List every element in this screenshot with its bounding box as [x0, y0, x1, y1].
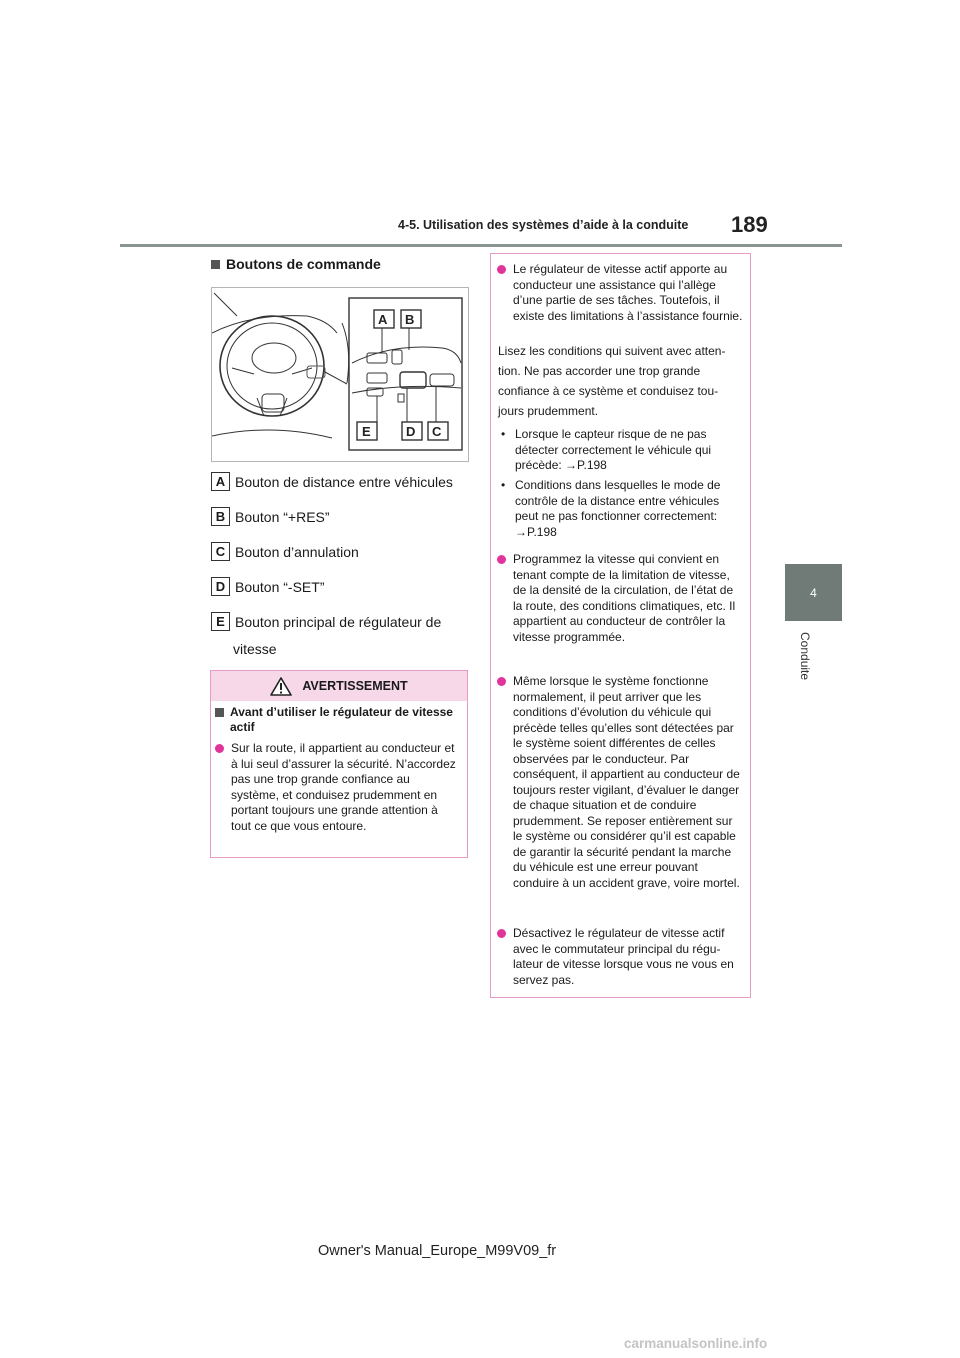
sub-bullet-icon: •: [501, 427, 506, 441]
info-paragraph-5: [497, 926, 745, 988]
info-sub-text: Lorsque le capteur risque de ne pas détecter correctement le véhicule qui précède: →P.198: [515, 427, 712, 472]
steering-wheel-drawing: [212, 288, 468, 461]
figure-label-e: E: [362, 424, 371, 439]
info-paragraph-3: [497, 552, 745, 645]
info-line: jours prudemment.: [498, 404, 599, 418]
legend-text: Bouton d’annulation: [235, 543, 359, 560]
legend-text-continued: vitesse: [233, 641, 277, 657]
legend-text: Bouton principal de régulateur de: [235, 613, 442, 630]
bullet-dot-icon: [497, 265, 506, 274]
section-title: 4-5. Utilisation des systèmes d’aide à la conduite: [398, 218, 689, 232]
figure-label-a: A: [378, 312, 388, 327]
chapter-number: 4: [810, 585, 817, 600]
sub-bullet-icon: •: [501, 478, 506, 492]
figure-label-d: D: [406, 424, 416, 439]
legend-item-c: [211, 542, 359, 561]
bullet-dot-icon: [497, 555, 506, 564]
page-number: 189: [731, 212, 768, 237]
bullet-dot-icon: [497, 929, 506, 938]
info-line: confiance à ce système et conduisez tou-: [498, 384, 719, 398]
warning-subheading: [215, 705, 460, 735]
warning-header: [211, 671, 467, 701]
chapter-label: Conduite: [798, 632, 812, 681]
legend-text: Bouton de distance entre véhicules: [235, 473, 453, 490]
legend-letter: C: [211, 542, 230, 561]
section-heading: [211, 256, 381, 272]
legend-letter: D: [211, 577, 230, 596]
warning-title: AVERTISSEMENT: [302, 679, 408, 693]
warning-triangle-icon: [270, 677, 292, 696]
watermark: carmanualsonline.info: [624, 1336, 768, 1351]
info-sub-item-1: [501, 427, 741, 474]
legend-item-b: [211, 507, 330, 526]
square-bullet-icon: [215, 708, 224, 717]
chapter-tab: [785, 564, 842, 621]
square-bullet-icon: [211, 260, 220, 269]
info-line: tion. Ne pas accorder une trop grande: [498, 364, 701, 378]
figure-label-b: B: [405, 312, 415, 327]
legend-letter: A: [211, 472, 230, 491]
steering-wheel-illustration: [211, 287, 469, 462]
legend-text: Bouton “-SET”: [235, 578, 325, 595]
info-text: Programmez la vitesse qui convient en tenant compte de la limitation de vitesse, de la densité de la circulation, de l’état de la route, des conditions climatiques, etc. Il appartient au conducteur de contrôler la vitesse programmée.: [513, 552, 736, 644]
info-paragraph-4: [497, 674, 745, 891]
figure-label-c: C: [432, 424, 442, 439]
bullet-dot-icon: [497, 677, 506, 686]
header-rule: [120, 244, 842, 247]
info-text: Le régulateur de vitesse actif apporte au conducteur une assistance qui l’allège d’une partie de ses tâches. Toutefois, il existe des limitations à l’assistance fournie.: [513, 262, 743, 323]
legend-item-a: [211, 472, 453, 491]
warning-paragraph: [215, 741, 460, 834]
bullet-dot-icon: [215, 744, 224, 753]
info-line: Lisez les conditions qui suivent avec atten-: [498, 344, 726, 358]
warning-box: [210, 670, 468, 858]
legend-letter: B: [211, 507, 230, 526]
info-sub-item-2: [501, 478, 741, 540]
legend-item-e: [211, 612, 441, 631]
info-text: Même lorsque le système fonctionne normalement, il peut arriver que les conditions d’évolution du véhicule qui précède telles qu’elles sont détectées par le système soient différentes de celles observées par le conducteur. Par conséquent, il appartient au conducteur de toujours rester vigilant, d’évaluer le danger de chaque situation et de conduire prudemment. Se reposer entièrement sur le système ou considérer qu’il est capable de garantir la sécurité pendant la marche du véhicule est une erreur pouvant conduire à un accident grave, voire mortel.: [513, 674, 740, 890]
legend-text: Bouton “+RES”: [235, 508, 330, 525]
info-sub-text: Conditions dans lesquelles le mode de contrôle de la distance entre véhicules peut ne pas fonctionner correctement: →P.198: [515, 478, 721, 539]
footer-doc-id: Owner's Manual_Europe_M99V09_fr: [318, 1243, 557, 1259]
legend-letter: E: [211, 612, 230, 631]
info-text: Désactivez le régulateur de vitesse actif avec le commutateur principal du régulateur de vitesse lorsque vous ne vous en servez pas.: [513, 926, 734, 987]
warning-body-text: Sur la route, il appartient au conducteur et à lui seul d’assurer la sécurité. N’accordez pas une trop grande confiance au système, et conduisez prudemment en portant toujours une grande attention à tout ce que vous entoure.: [231, 741, 456, 833]
warning-subheading-text: Avant d’utiliser le régulateur de vitesse actif: [230, 705, 453, 734]
legend-item-d: [211, 577, 324, 596]
info-box: [490, 253, 751, 998]
info-paragraph-1: [497, 262, 745, 324]
section-heading-text: Boutons de commande: [226, 256, 381, 272]
